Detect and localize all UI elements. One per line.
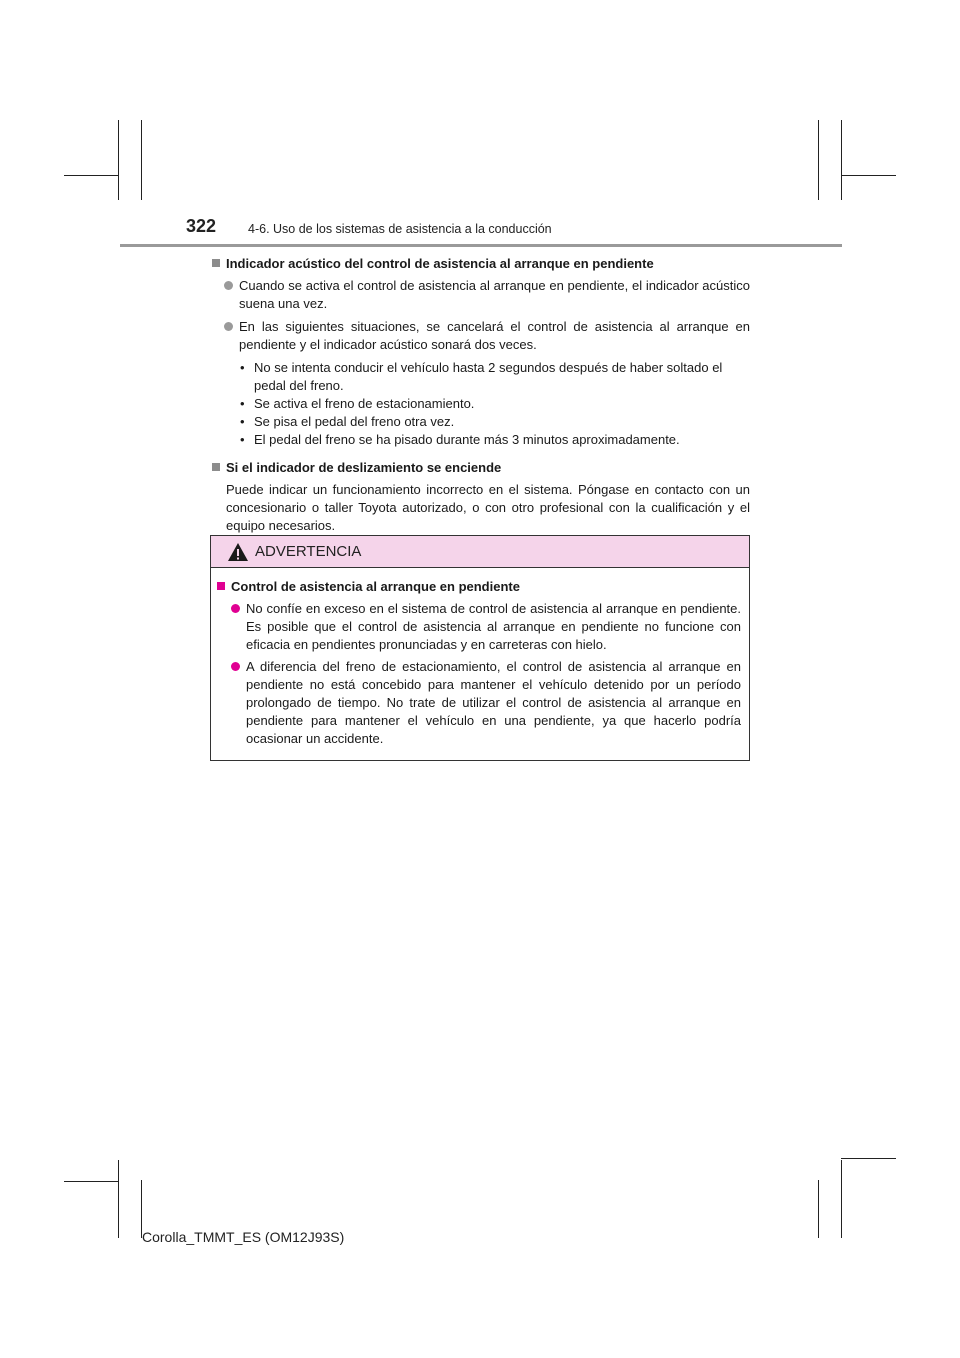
crop-mark (841, 120, 842, 200)
warning-heading-text: Control de asistencia al arranque en pendiente (231, 579, 520, 594)
body-paragraph: Puede indicar un funcionamiento incorrecto en el sistema. Póngase en contacto con un concesionario o taller Toyota autorizado, o con otro profesional con la cualificación y el equipo necesarios. (226, 482, 750, 533)
crop-mark (841, 1158, 896, 1159)
list-item-text: A diferencia del freno de estacionamiento, el control de asistencia al arranque en pendiente no está concebido para mantener el vehículo detenido por un período prolongado de tiempo. No trate de utilizar el control de asistencia al arranque en pendiente para mantener el vehículo en una pendiente, ya que hacerlo podría ocasionar un accidente. (246, 659, 741, 746)
list-item (231, 600, 741, 654)
round-bullet-icon (231, 604, 240, 613)
sub-bullet-mark: • (240, 396, 245, 411)
sub-bullet-mark: • (240, 432, 245, 447)
sub-bullet-mark: • (240, 414, 245, 429)
crop-mark (141, 120, 142, 200)
square-bullet-icon (212, 259, 220, 267)
crop-mark (118, 1160, 119, 1238)
list-item (224, 318, 750, 354)
sub-bullet-mark: • (240, 360, 245, 375)
crop-mark (118, 120, 119, 200)
warning-box (210, 535, 750, 761)
document-footer: Corolla_TMMT_ES (OM12J93S) (142, 1229, 345, 1245)
sub-list-item (240, 413, 750, 431)
list-item-text: Cuando se activa el control de asistencia al arranque en pendiente, el indicador acústico suena una vez. (239, 278, 750, 311)
header-divider (120, 244, 842, 247)
page-number: 322 (186, 216, 217, 236)
round-bullet-icon (224, 281, 233, 290)
section-heading-text: Indicador acústico del control de asistencia al arranque en pendiente (226, 256, 654, 271)
warning-header (211, 536, 749, 568)
square-bullet-icon (217, 582, 225, 590)
crop-mark (818, 120, 819, 200)
list-item (231, 658, 741, 748)
main-content (212, 255, 750, 535)
sub-list-item-text: Se activa el freno de estacionamiento. (254, 396, 475, 411)
sub-list-item (240, 359, 750, 395)
square-bullet-icon (212, 463, 220, 471)
sub-list-item (240, 431, 750, 449)
sub-list-item-text: No se intenta conducir el vehículo hasta 2 segundos después de haber soltado el pedal del freno. (254, 360, 723, 393)
section-heading-text: Si el indicador de deslizamiento se enciende (226, 460, 502, 475)
section-title: 4-6. Uso de los sistemas de asistencia a la conducción (248, 222, 552, 236)
crop-mark (64, 1181, 119, 1182)
crop-mark (841, 1160, 842, 1238)
sub-list (240, 359, 750, 449)
sub-list-item-text: Se pisa el pedal del freno otra vez. (254, 414, 455, 429)
crop-mark (818, 1180, 819, 1238)
crop-mark (841, 175, 896, 176)
section-heading (212, 459, 750, 477)
sub-list-item-text: El pedal del freno se ha pisado durante más 3 minutos aproximadamente. (254, 432, 680, 447)
crop-mark (64, 175, 119, 176)
section-heading (212, 255, 750, 273)
warning-triangle-icon (227, 542, 249, 562)
warning-heading (217, 578, 741, 596)
warning-body (211, 568, 749, 748)
round-bullet-icon (231, 662, 240, 671)
list-item-text: En las siguientes situaciones, se cancelará el control de asistencia al arranque en pendiente y el indicador acústico sonará dos veces. (239, 319, 750, 352)
sub-list-item (240, 395, 750, 413)
warning-title: ADVERTENCIA (255, 543, 362, 560)
list-item-text: No confíe en exceso en el sistema de control de asistencia al arranque en pendiente. Es posible que el control de asistencia al arranque en pendiente no funcione con eficacia en pendientes pronunciadas y en carreteras con hielo. (246, 601, 741, 652)
round-bullet-icon (224, 322, 233, 331)
list-item (224, 277, 750, 313)
